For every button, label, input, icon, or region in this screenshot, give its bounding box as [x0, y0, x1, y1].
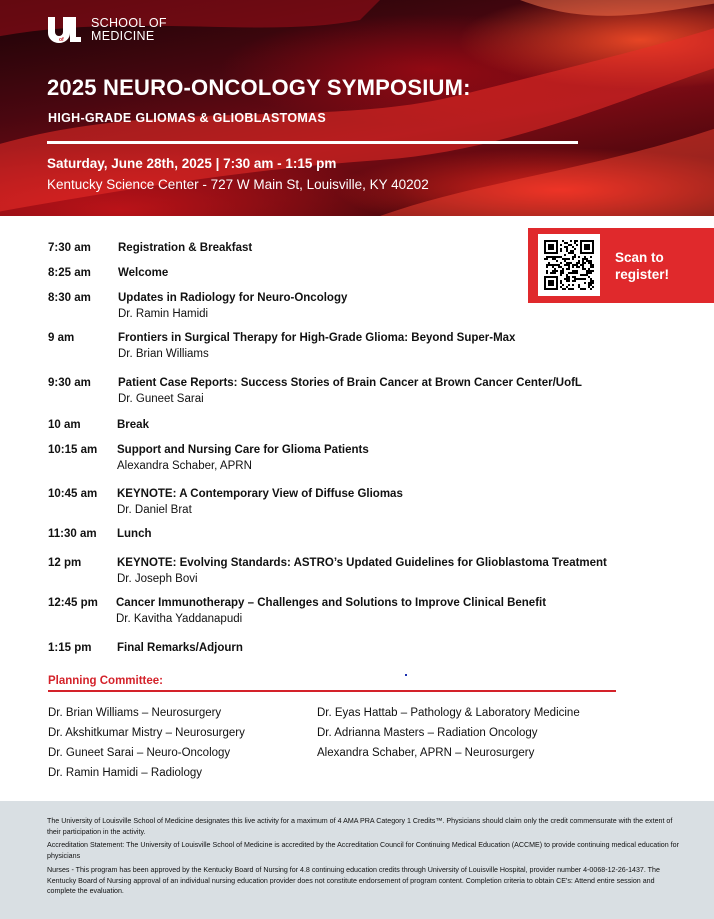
- agenda-title: Lunch: [117, 528, 152, 540]
- qr-code-icon[interactable]: [538, 234, 600, 296]
- credit-designation-text: The University of Louisville School of Medicine designates this live activity for a maximum of 4 AMA PRA Category 1 Credits™. Physicians should claim only the credit commensurate with the extent of their participation in the activity.: [47, 817, 673, 836]
- planning-committee-heading: Planning Committee:: [48, 675, 164, 687]
- register-line-2: register!: [615, 267, 670, 282]
- title-divider: [47, 141, 578, 144]
- uofl-logo-icon: [47, 16, 81, 43]
- agenda-title: KEYNOTE: A Contemporary View of Diffuse Gliomas: [117, 488, 403, 500]
- agenda-title: Updates in Radiology for Neuro-Oncology: [118, 292, 348, 304]
- agenda-speaker: Alexandra Schaber, APRN: [117, 460, 252, 472]
- agenda-title: Cancer Immunotherapy – Challenges and Solutions to Improve Clinical Benefit: [116, 597, 547, 609]
- accreditation-statement-text: Accreditation Statement: The University of Louisville School of Medicine is accredited by the Accreditation Council for Continuing Medical Education (ACCME) to provide continuing medical education for physicians: [47, 841, 679, 860]
- agenda-speaker: Dr. Kavitha Yaddanapudi: [116, 613, 243, 625]
- agenda-time: 1:15 pm: [48, 642, 92, 654]
- agenda-title: Patient Case Reports: Success Stories of Brain Cancer at Brown Cancer Center/UofL: [118, 377, 582, 389]
- agenda-title: Final Remarks/Adjourn: [117, 642, 243, 654]
- register-callout[interactable]: [528, 228, 714, 303]
- agenda-speaker: Dr. Ramin Hamidi: [118, 308, 209, 320]
- logo-line-medicine: MEDICINE: [91, 28, 155, 43]
- logo-line-school-of: SCHOOL OF: [91, 15, 167, 30]
- agenda-time: 9:30 am: [48, 377, 91, 389]
- agenda-time: 9 am: [48, 332, 75, 344]
- agenda-time: 12 pm: [48, 557, 82, 569]
- agenda-time: 7:30 am: [48, 242, 91, 254]
- committee-member: Dr. Adrianna Masters – Radiation Oncology: [317, 727, 538, 739]
- agenda-title: Registration & Breakfast: [118, 242, 253, 254]
- agenda-title: KEYNOTE: Evolving Standards: ASTRO’s Updated Guidelines for Glioblastoma Treatment: [117, 557, 607, 569]
- accreditation-footer: [0, 801, 714, 919]
- hero-banner: [0, 0, 714, 216]
- register-line-1: Scan to: [615, 250, 664, 265]
- nursing-credit-text: Nurses - This program has been approved by the Kentucky Board of Nursing for 4.8 continuing education credits through University of Louisville Hospital, provider number 4-0068-12-26-1437. The Kentucky Board of Nursing approval of an individual nursing education provider does not constitute endorsement of program content. Completion criteria to obtain CE’s: Attend entire session and complete the evaluation.: [47, 866, 660, 896]
- agenda-speaker: Dr. Guneet Sarai: [118, 393, 204, 405]
- committee-member: Dr. Akshitkumar Mistry – Neurosurgery: [48, 727, 245, 739]
- committee-member: Dr. Guneet Sarai – Neuro-Oncology: [48, 747, 231, 759]
- agenda-time: 12:45 pm: [48, 597, 98, 609]
- committee-member: Dr. Brian Williams – Neurosurgery: [48, 707, 222, 719]
- event-date-time: Saturday, June 28th, 2025 | 7:30 am - 1:15 pm: [47, 156, 337, 171]
- agenda-title: Frontiers in Surgical Therapy for High-Grade Glioma: Beyond Super-Max: [118, 332, 516, 344]
- agenda-speaker: Dr. Daniel Brat: [117, 504, 192, 516]
- agenda-time: 8:30 am: [48, 292, 91, 304]
- agenda-time: 8:25 am: [48, 267, 91, 279]
- page-title: 2025 NEURO-ONCOLOGY SYMPOSIUM:: [47, 75, 471, 100]
- uofl-school-of-medicine-logo: [47, 16, 167, 43]
- committee-member: Dr. Eyas Hattab – Pathology & Laboratory Medicine: [317, 707, 580, 719]
- committee-member: Dr. Ramin Hamidi – Radiology: [48, 767, 203, 779]
- agenda-title: Welcome: [118, 267, 169, 279]
- agenda-time: 11:30 am: [48, 528, 97, 540]
- register-label: [615, 249, 669, 283]
- agenda-time: 10:45 am: [48, 488, 98, 500]
- page-subtitle: HIGH-GRADE GLIOMAS & GLIOBLASTOMAS: [48, 111, 327, 125]
- event-venue: Kentucky Science Center - 727 W Main St, Louisville, KY 40202: [47, 177, 429, 192]
- agenda-speaker: Dr. Brian Williams: [118, 348, 209, 360]
- agenda-time: 10:15 am: [48, 444, 98, 456]
- stray-dot: [405, 674, 407, 676]
- committee-member: Alexandra Schaber, APRN – Neurosurgery: [317, 747, 535, 759]
- planning-committee-divider: [48, 690, 616, 692]
- agenda-speaker: Dr. Joseph Bovi: [117, 573, 198, 585]
- agenda-title: Support and Nursing Care for Glioma Patients: [117, 444, 369, 456]
- svg-text:of: of: [59, 37, 64, 43]
- agenda-time: 10 am: [48, 419, 81, 431]
- agenda-title: Break: [117, 419, 149, 431]
